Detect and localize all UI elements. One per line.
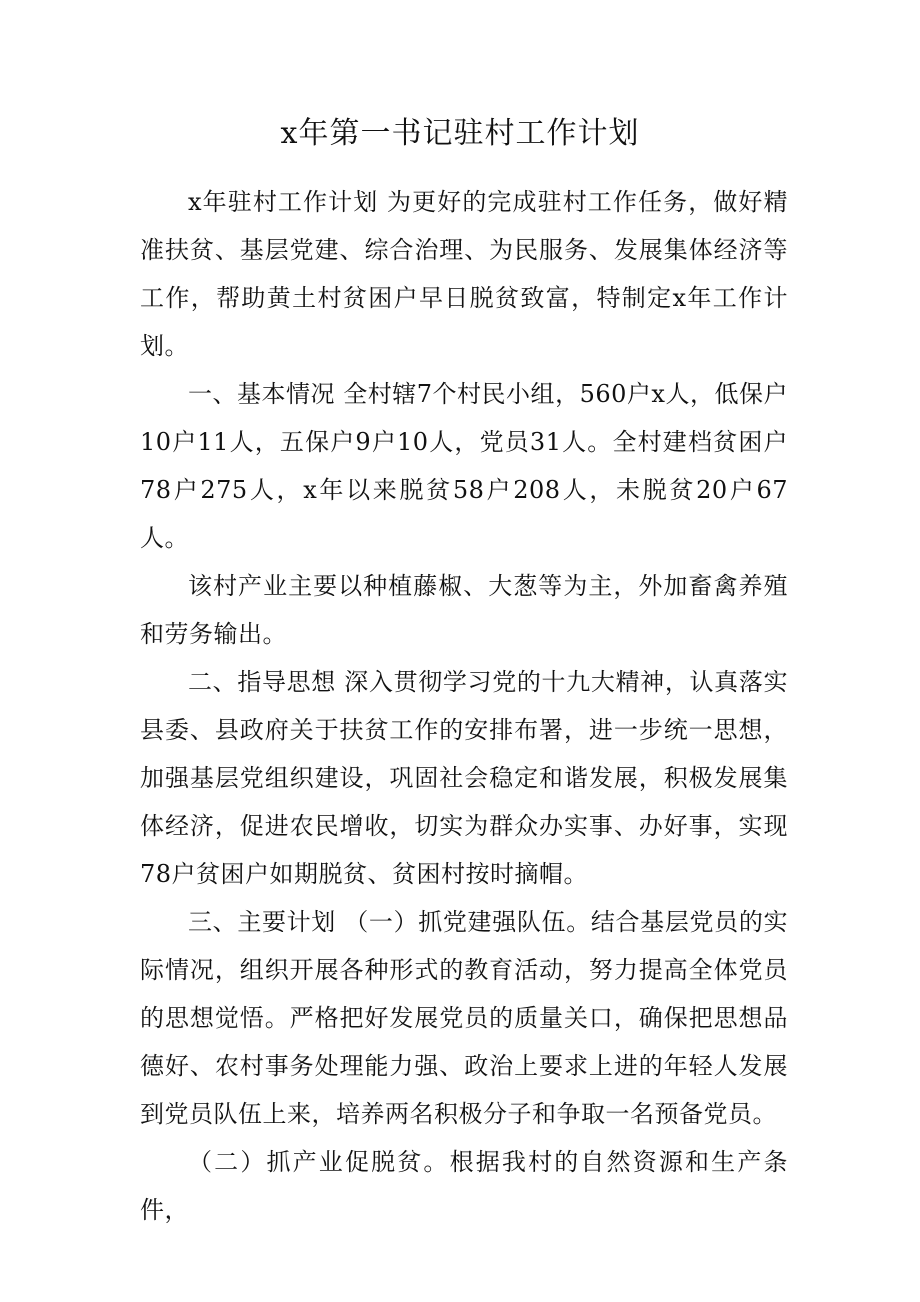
- paragraph-industry: 该村产业主要以种植藤椒、大葱等为主，外加畜禽养殖和劳务输出。: [140, 572, 788, 648]
- paragraph-industry-plan: （二）抓产业促脱贫。根据我村的自然资源和生产条件，: [140, 1148, 788, 1224]
- document-body: [140, 178, 788, 1234]
- paragraph-main-plan: 三、主要计划 （一）抓党建强队伍。结合基层党员的实际情况，组织开展各种形式的教育活动，努力提高全体党员的思想觉悟。严格把好发展党员的质量关口，确保把思想品德好、农村事务处理能力强、政治上要求上进的年轻人发展到党员队伍上来，培养两名积极分子和争取一名预备党员。: [140, 908, 788, 1128]
- document-title: x年第一书记驻村工作计划: [280, 116, 640, 151]
- paragraph-basic-situation: 一、基本情况 全村辖7个村民小组，560户x人，低保户10户11人，五保户9户10人，党员31人。全村建档贫困户78户275人，x年以来脱贫58户208人，未脱贫20户67人。: [140, 380, 788, 552]
- paragraph-guiding-thought: 二、指导思想 深入贯彻学习党的十九大精神，认真落实县委、县政府关于扶贫工作的安排布署，进一步统一思想，加强基层党组织建设，巩固社会稳定和谐发展，积极发展集体经济，促进农民增收，切实为群众办实事、办好事，实现78户贫困户如期脱贫、贫困村按时摘帽。: [140, 668, 788, 888]
- paragraph-intro: x年驻村工作计划 为更好的完成驻村工作任务，做好精准扶贫、基层党建、综合治理、为民服务、发展集体经济等工作，帮助黄土村贫困户早日脱贫致富，特制定x年工作计划。: [140, 188, 788, 360]
